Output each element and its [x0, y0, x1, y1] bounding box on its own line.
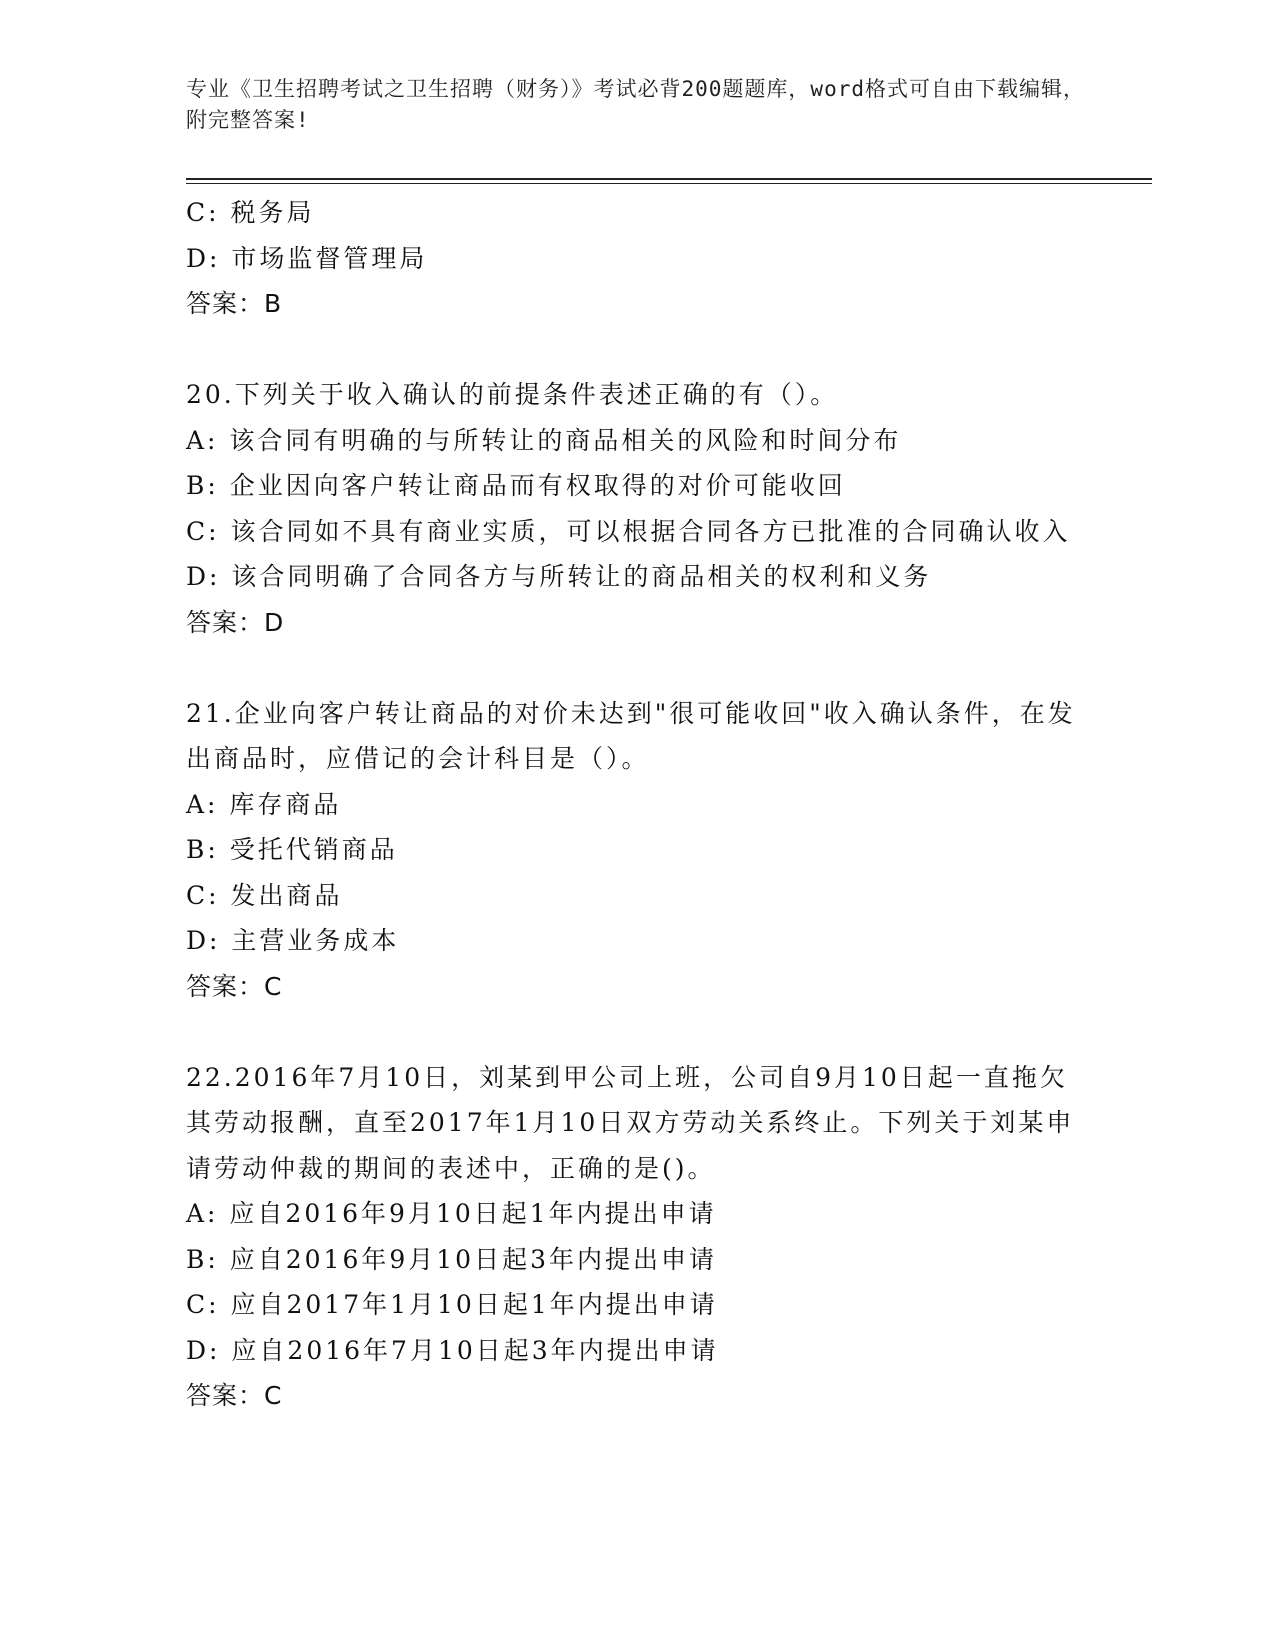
- option-a: A: 应自2016年9月10日起1年内提出申请: [186, 1199, 717, 1228]
- option-c: C: 该合同如不具有商业实质，可以根据合同各方已批准的合同确认收入: [186, 516, 1071, 546]
- option-c: C: 发出商品: [186, 880, 343, 910]
- option-d: D: 市场监督管理局: [186, 243, 428, 273]
- previous-question-tail: [186, 190, 1086, 327]
- spacer: [186, 327, 1086, 373]
- option-d: D: 该合同明确了合同各方与所转让的商品相关的权利和义务: [186, 562, 932, 591]
- option-d: D: 主营业务成本: [186, 926, 400, 955]
- question-stem: 22.2016年7月10日，刘某到甲公司上班，公司自9月10日起一直拖欠其劳动报酬，直至2017年1月10日双方劳动关系终止。下列关于刘某申请劳动仲裁的期间的表述中，正确的是()。: [186, 1062, 1075, 1183]
- spacer: [186, 1009, 1086, 1055]
- answer-line: 答案：B: [186, 289, 283, 318]
- question-stem: 21.企业向客户转让商品的对价未达到"很可能收回"收入确认条件，在发出商品时，应借记的会计科目是（）。: [186, 698, 1076, 773]
- option-b: B: 应自2016年9月10日起3年内提出申请: [186, 1244, 717, 1274]
- answer-line: 答案：C: [186, 971, 283, 1001]
- answer-line: 答案：D: [186, 607, 285, 637]
- option-c: C: 税务局: [186, 198, 315, 227]
- option-a: A: 库存商品: [186, 789, 342, 819]
- option-c: C: 应自2017年1月10日起1年内提出申请: [186, 1290, 718, 1319]
- question-21: [186, 691, 1086, 1010]
- header-rule-thin: [186, 183, 1152, 184]
- option-b: B: 企业因向客户转让商品而有权取得的对价可能收回: [186, 471, 846, 500]
- document-header: [186, 74, 1086, 136]
- header-title: 专业《卫生招聘考试之卫生招聘（财务）》考试必背200题题库，word格式可自由下载编辑，附完整答案!: [186, 77, 1085, 132]
- question-content: [186, 190, 1086, 1419]
- option-b: B: 受托代销商品: [186, 835, 398, 864]
- spacer: [186, 645, 1086, 691]
- answer-line: 答案：C: [186, 1381, 283, 1410]
- header-rule-thick: [186, 178, 1152, 180]
- option-a: A: 该合同有明确的与所转让的商品相关的风险和时间分布: [186, 425, 902, 455]
- question-stem: 20.下列关于收入确认的前提条件表述正确的有（）。: [186, 380, 839, 409]
- question-22: [186, 1055, 1086, 1419]
- option-d: D: 应自2016年7月10日起3年内提出申请: [186, 1335, 719, 1365]
- question-20: [186, 372, 1086, 645]
